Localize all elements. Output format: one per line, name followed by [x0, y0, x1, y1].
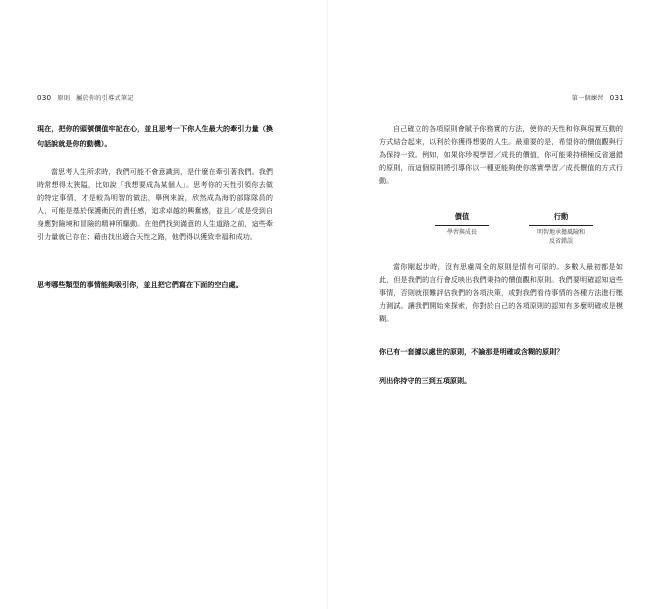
actions-column-heading: 行動 [529, 212, 593, 226]
left-page [0, 0, 327, 609]
left-prompt-1: 現在，把你的頭號價值牢記在心，並且思考一下你人生最大的牽引力量（換句話說就是你的動機）。 [37, 124, 273, 148]
left-page-number: 030 [37, 93, 52, 102]
right-paragraph-2: 當你剛起步時，沒有思慮周全的原則是情有可原的。多數人最初都是如此，但是我們的言行會反映出我們秉持的價值觀和原則。我們要明確認知這些事情，否則就很難評估我們的各項決策，或對我們看待事情的各種方法進行壓力測試。讓我們開始來探索，你對於自己的各項原則的認知有多麼明確或是模糊。 [379, 262, 623, 323]
actions-column-item-line-2: 反省錯誤 [548, 237, 573, 245]
right-page-number: 031 [609, 93, 624, 102]
right-section-title: 第一個練習 [571, 95, 604, 102]
right-page [328, 0, 655, 609]
values-column-heading: 價值 [435, 212, 489, 226]
values-actions-table [379, 212, 623, 252]
left-book-subtitle: 屬於你的引導式筆記 [76, 95, 134, 102]
actions-column-item-line-1: 明智地承擔風險和 [536, 229, 585, 236]
right-question-2: 列出你持守的三到五項原則。 [379, 376, 472, 385]
actions-column [529, 212, 593, 246]
right-question-1: 你已有一套據以處世的原則，不論那是明確或含糊的原則？ [379, 347, 564, 356]
left-chapter-label: 原則 [57, 95, 71, 102]
right-running-header [572, 93, 624, 102]
right-paragraph-1: 自己確立的各項原則會賦予你務實的方法，使你的天性和你與現實互動的方式結合起來，以利於你獲得想要的人生。最重要的是，希望你的價值觀與行為保持一致。例如，如果你珍視學習／成長的價值，你可能秉持積極反省過錯的原則，而這個原則將引導你以一種更能夠使你落實學習／成長價值的方式行動。 [379, 124, 623, 185]
values-column [435, 212, 489, 238]
left-running-header [37, 93, 134, 102]
values-column-item: 學習與成長 [446, 229, 477, 236]
left-paragraph-1: 當思考人生所求時，我們可能不會意識到，是什麼在牽引著我們。我們時常想得太狹隘，比如說「我想要成為某個人」。思考你的天性引領你去做的特定事情，才是較為明智的做法，舉例來說，欣然成為海豹部隊隊員的人，可能是基於保護衛民的責任感，追求卓越的興奮感，並且／或是受到自身應對險境和冒險的精神所驅動。在他們找到滿意的人生道路之前，這些牽引力量就已存在；藉由找出適合天性之路，他們得以獲致幸福和成功。 [37, 167, 273, 241]
left-prompt-2: 思考哪些類型的事情能夠吸引你，並且把它們寫在下面的空白處。 [37, 280, 243, 289]
